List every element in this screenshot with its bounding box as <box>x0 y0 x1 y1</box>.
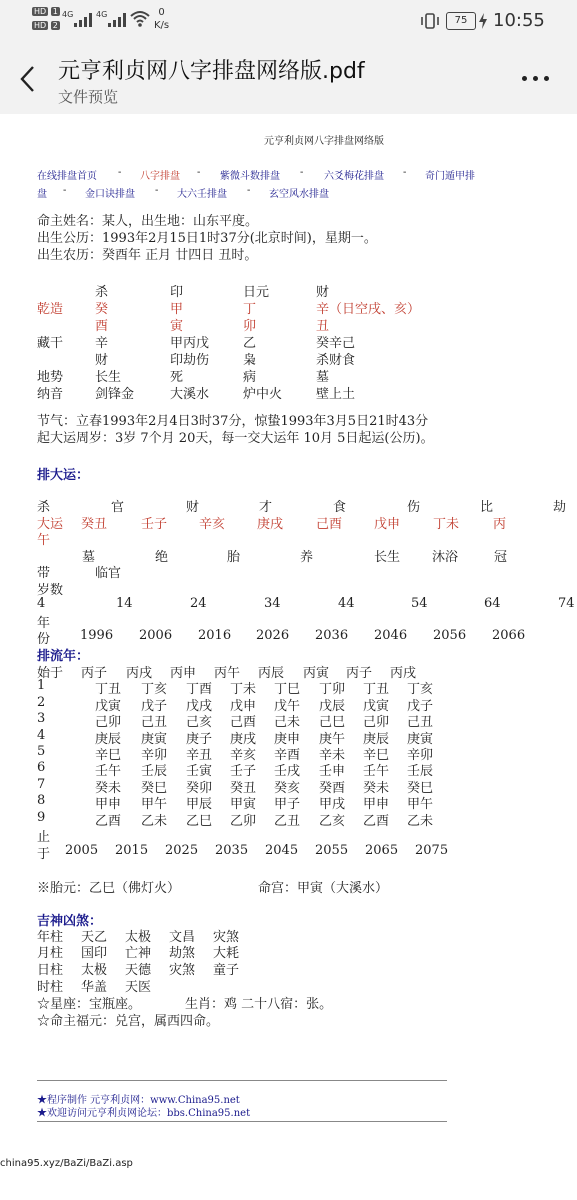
liunian-cell: 庚寅 <box>141 732 168 747</box>
liunian-start-cell: 丙戌 <box>126 666 153 681</box>
liunian-start-cell: 丙戌 <box>390 666 417 681</box>
liunian-cell: 戊寅 <box>363 699 390 714</box>
dayun-god: 杀 <box>37 500 51 515</box>
xingzuo: ☆星座：宝瓶座。 <box>37 997 142 1012</box>
pillar-cell: 剑锋金 <box>95 387 135 402</box>
shensha-item: 国印 <box>81 946 108 961</box>
liunian-cell: 庚戌 <box>230 732 257 747</box>
dayun-age: 14 <box>116 596 133 611</box>
pillar-cell: 死 <box>170 370 184 385</box>
shensha-item: 灾煞 <box>169 963 196 978</box>
liunian-cell: 乙巳 <box>186 814 213 829</box>
jieqi-block <box>37 413 434 447</box>
liunian-cell: 壬辰 <box>407 764 434 779</box>
liunian-cell: 辛巳 <box>95 748 122 763</box>
liunian-cell: 癸丑 <box>230 781 257 796</box>
dayun-god: 食 <box>333 500 347 515</box>
nav-link-liuyao[interactable]: 六爻梅花排盘 <box>324 171 384 182</box>
dayun-pillar: 戊申 <box>374 517 401 532</box>
battery-indicator <box>446 12 476 30</box>
liunian-cell: 辛卯 <box>141 748 168 763</box>
shensha-item: 劫煞 <box>169 946 196 961</box>
dayun-age: 74 <box>558 596 575 611</box>
liunian-start-label: 始于 <box>37 666 64 681</box>
pillars-table <box>37 281 537 401</box>
info-lunar: 出生农历：癸酉年 正月 廿四日 丑时。 <box>37 248 258 263</box>
liunian-cell: 己丑 <box>141 715 168 730</box>
liunian-cell: 乙酉 <box>95 814 122 829</box>
liunian-cell: 癸卯 <box>186 781 213 796</box>
shensha-label: 日柱 <box>37 963 64 978</box>
liunian-end-year: 2045 <box>265 843 299 858</box>
liunian-row-number: 8 <box>37 793 46 808</box>
dayun-stage: 胎 <box>227 550 241 565</box>
pillar-cell: 壁上土 <box>316 387 356 402</box>
liunian-start-cell: 丙子 <box>81 666 108 681</box>
liunian-end-year: 2075 <box>415 843 449 858</box>
liunian-cell: 庚寅 <box>407 732 434 747</box>
heavenly-stem: 癸 <box>95 302 109 317</box>
nav-separator: - <box>403 167 407 178</box>
shensha-item: 天德 <box>125 963 152 978</box>
liunian-cell: 丁亥 <box>141 682 168 697</box>
footer-divider <box>37 1121 447 1122</box>
age-label: 岁数 <box>37 583 64 598</box>
page-url: china95.xyz/BaZi/BaZi.asp <box>0 1158 133 1169</box>
earthly-branch: 酉 <box>95 319 109 334</box>
dayun-heading: 排大运： <box>37 468 90 483</box>
pillar-cell: 乙 <box>243 336 257 351</box>
dayun-god: 伤 <box>407 500 421 515</box>
pillar-cell: 炉中火 <box>243 387 283 402</box>
doc-title: 元亨利贞网八字排盘网络版 <box>264 136 384 147</box>
liunian-end-year: 2025 <box>165 843 199 858</box>
app-bar <box>0 44 577 114</box>
liunian-cell: 辛丑 <box>186 748 213 763</box>
row-label: 藏干 <box>37 336 64 351</box>
liunian-cell: 癸巳 <box>407 781 434 796</box>
year-word: 年 <box>37 616 51 631</box>
dayun-age: 34 <box>264 596 281 611</box>
sim1-number: 1 <box>52 7 58 16</box>
liunian-cell: 辛酉 <box>274 748 301 763</box>
liunian-cell: 辛亥 <box>230 748 257 763</box>
liunian-row-number: 2 <box>37 695 46 710</box>
shensha-label: 月柱 <box>37 946 64 961</box>
liunian-row-number: 1 <box>37 678 46 693</box>
dayun-age: 44 <box>338 596 355 611</box>
shensha-label: 时柱 <box>37 980 64 995</box>
dayun-god: 比 <box>480 500 494 515</box>
battery-level: 75 <box>454 15 468 26</box>
sim1-badge: HD <box>34 7 47 16</box>
nav-link-liuren[interactable]: 大六壬排盘 <box>177 189 227 200</box>
liunian-end-year: 2005 <box>65 843 99 858</box>
shensha-item: 亡神 <box>125 946 152 961</box>
pillar-cell: 大溪水 <box>170 387 210 402</box>
status-bar <box>0 0 577 44</box>
pillar-cell: 辛 <box>95 336 109 351</box>
liunian-row-number: 9 <box>37 810 46 825</box>
dayun-stage: 墓 <box>82 550 96 565</box>
pillar-cell: 杀财食 <box>316 353 356 368</box>
dayun-year: 2056 <box>433 628 467 643</box>
liunian-cell: 丁巳 <box>274 682 301 697</box>
footer-credits[interactable]: ★程序制作 元亨利贞网：www.China95.net <box>37 1095 240 1106</box>
dayun-year: 2006 <box>139 628 173 643</box>
liunian-cell: 己亥 <box>186 715 213 730</box>
liunian-end-label: 止 <box>37 830 51 845</box>
dayun-stage: 冠 <box>494 550 508 565</box>
signal-2-icon <box>107 12 127 28</box>
signal-1-icon <box>73 12 93 28</box>
info-name: 命主姓名：某人，出生地：山东平度。 <box>37 214 259 229</box>
network-1 <box>62 10 73 19</box>
liunian-cell: 乙丑 <box>274 814 301 829</box>
sim2-badge: HD <box>34 21 47 30</box>
dayun-age: 4 <box>37 596 46 611</box>
network-2-label: 4G <box>96 10 108 19</box>
dayun-pillar-wrap: 午 <box>37 533 51 548</box>
liunian-cell: 癸未 <box>95 781 122 796</box>
liunian-heading: 排流年： <box>37 649 90 664</box>
shensha-item: 文昌 <box>169 930 196 945</box>
liunian-cell: 乙卯 <box>230 814 257 829</box>
liunian-cell: 癸亥 <box>274 781 301 796</box>
dayun-year: 2026 <box>256 628 290 643</box>
liunian-cell: 辛未 <box>319 748 346 763</box>
earthly-branch: 丑 <box>316 319 330 334</box>
nav-separator: - <box>247 185 251 196</box>
dayun-god: 劫 <box>553 500 567 515</box>
dayun-year: 2036 <box>315 628 349 643</box>
liunian-start-cell: 丙子 <box>346 666 373 681</box>
liunian-cell: 戊戌 <box>186 699 213 714</box>
minggong: 命宫：甲寅（大溪水） <box>258 881 389 896</box>
pillar-header: 印 <box>170 285 184 300</box>
liunian-start-cell: 丙寅 <box>303 666 330 681</box>
shensha-item: 太极 <box>81 963 108 978</box>
pillar-cell: 墓 <box>316 370 330 385</box>
liunian-cell: 丁亥 <box>407 682 434 697</box>
dayun-stage: 绝 <box>155 550 169 565</box>
earthly-branch: 寅 <box>170 319 184 334</box>
file-title: 元亨利贞网八字排盘网络版.pdf <box>58 59 365 84</box>
footer-divider <box>37 1080 447 1081</box>
liunian-cell: 己卯 <box>95 715 122 730</box>
network-1-label: 4G <box>62 10 74 19</box>
liunian-end-year: 2055 <box>315 843 349 858</box>
shensha-item: 大耗 <box>213 946 240 961</box>
fen-label: 份 <box>37 632 51 647</box>
liunian-cell: 己丑 <box>407 715 434 730</box>
dayun-pillar: 壬子 <box>141 517 168 532</box>
liunian-row-number: 4 <box>37 728 46 743</box>
dayun-table <box>37 496 577 646</box>
liunian-start-cell: 丙午 <box>214 666 241 681</box>
dayun-label: 大运 <box>37 517 64 532</box>
dayun-year: 2066 <box>492 628 526 643</box>
nav-separator: - <box>155 185 159 196</box>
shensha-heading: 吉神凶煞： <box>37 914 103 929</box>
liunian-cell: 乙亥 <box>319 814 346 829</box>
liunian-start-cell: 丙辰 <box>258 666 285 681</box>
liunian-cell: 戊寅 <box>95 699 122 714</box>
network-2 <box>96 10 107 19</box>
shensha-item: 灾煞 <box>213 930 240 945</box>
liunian-row-number: 5 <box>37 744 46 759</box>
liunian-cell: 丁未 <box>230 682 257 697</box>
liunian-cell: 庚辰 <box>95 732 122 747</box>
dayun-pillar: 癸丑 <box>81 517 108 532</box>
liunian-cell: 戊辰 <box>319 699 346 714</box>
liunian-cell: 壬申 <box>319 764 346 779</box>
liunian-cell: 乙未 <box>141 814 168 829</box>
row-label: 纳音 <box>37 387 64 402</box>
nav-link-qimen-cont[interactable]: 盘 <box>37 189 47 200</box>
dayun-pillar: 丙 <box>493 517 507 532</box>
liunian-cell: 戊申 <box>230 699 257 714</box>
sim-badges <box>32 6 60 31</box>
nav-separator: - <box>300 167 304 178</box>
liunian-cell: 丁丑 <box>363 682 390 697</box>
dayun-age: 64 <box>484 596 501 611</box>
liunian-cell: 戊子 <box>141 699 168 714</box>
clock: 10:55 <box>493 10 545 31</box>
jieqi-line: 节气：立春1993年2月4日3时37分，惊蛰1993年3月5日21时43分 <box>37 414 429 429</box>
nav-separator: - <box>118 167 122 178</box>
qianzao-label: 乾造 <box>37 302 64 317</box>
pillar-header: 杀 <box>95 285 109 300</box>
pillar-header: 财 <box>316 285 330 300</box>
nav-link-xuankong[interactable]: 玄空风水排盘 <box>269 189 329 200</box>
liunian-cell: 庚子 <box>186 732 213 747</box>
dayun-age: 24 <box>190 596 207 611</box>
liunian-cell: 甲午 <box>407 797 434 812</box>
liunian-cell: 甲戌 <box>319 797 346 812</box>
wifi-icon <box>130 10 150 28</box>
liunian-end-year: 2035 <box>215 843 249 858</box>
shensha-item: 童子 <box>213 963 240 978</box>
earthly-branch: 卯 <box>243 319 257 334</box>
liunian-cell: 壬午 <box>363 764 390 779</box>
dayun-year: 2016 <box>198 628 232 643</box>
shensha-item: 太极 <box>125 930 152 945</box>
nav-link-ziwei[interactable]: 紫微斗数排盘 <box>220 171 280 182</box>
heavenly-stem: 甲 <box>170 302 184 317</box>
row-label: 地势 <box>37 370 64 385</box>
liunian-cell: 庚申 <box>274 732 301 747</box>
dayun-stage: 长生 <box>374 550 401 565</box>
liunian-start-cell: 丙申 <box>170 666 197 681</box>
dayun-stage-wrap: 临官 <box>95 566 122 581</box>
shensha-item: 天乙 <box>81 930 108 945</box>
dayun-pillar: 己酉 <box>316 517 343 532</box>
pillar-cell: 病 <box>243 370 257 385</box>
liunian-row-number: 3 <box>37 711 46 726</box>
fuyuan: ☆命主福元：兑宫，属西四命。 <box>37 1014 220 1029</box>
liunian-cell: 辛卯 <box>407 748 434 763</box>
shensha-item: 华盖 <box>81 980 108 995</box>
liunian-cell: 戊午 <box>274 699 301 714</box>
heavenly-stem: 丁 <box>243 302 257 317</box>
info-block <box>37 213 377 264</box>
liunian-cell: 己未 <box>274 715 301 730</box>
liunian-cell: 丁丑 <box>95 682 122 697</box>
liunian-cell: 乙酉 <box>363 814 390 829</box>
liunian-end-year: 2015 <box>115 843 149 858</box>
pillar-cell: 枭 <box>243 353 257 368</box>
liunian-cell: 癸未 <box>363 781 390 796</box>
liunian-cell: 壬辰 <box>141 764 168 779</box>
nav-separator: - <box>63 185 67 196</box>
more-options-icon[interactable] <box>522 74 552 84</box>
liunian-cell: 壬子 <box>230 764 257 779</box>
dayun-god: 才 <box>259 500 273 515</box>
dayun-pillar: 辛亥 <box>199 517 226 532</box>
liunian-cell: 癸酉 <box>319 781 346 796</box>
heavenly-stem: 辛（日空戌、亥） <box>316 302 421 317</box>
liunian-cell: 乙未 <box>407 814 434 829</box>
liunian-cell: 癸巳 <box>141 781 168 796</box>
dayun-stage-wrap: 带 <box>37 566 51 581</box>
taiyuan: ※胎元：乙巳（佛灯火） <box>37 881 181 896</box>
vibrate-icon <box>420 12 440 30</box>
liunian-cell: 甲子 <box>274 797 301 812</box>
liunian-cell: 甲寅 <box>230 797 257 812</box>
footer-forum[interactable]: ★欢迎访问元亨利贞网论坛：bbs.China95.net <box>37 1108 251 1119</box>
dayun-god: 官 <box>111 500 125 515</box>
liunian-cell: 己卯 <box>363 715 390 730</box>
liunian-cell: 甲午 <box>141 797 168 812</box>
dayun-age: 54 <box>411 596 428 611</box>
liunian-cell: 庚辰 <box>363 732 390 747</box>
liunian-cell: 己酉 <box>230 715 257 730</box>
liunian-cell: 壬午 <box>95 764 122 779</box>
back-arrow-icon[interactable] <box>16 64 40 94</box>
speed-value: 0 <box>158 7 165 18</box>
speed-unit: K/s <box>154 20 170 31</box>
dayun-pillar: 丁未 <box>433 517 460 532</box>
pillar-header: 日元 <box>243 285 270 300</box>
liunian-end-label: 于 <box>37 847 51 862</box>
liunian-cell: 甲辰 <box>186 797 213 812</box>
liunian-cell: 丁酉 <box>186 682 213 697</box>
dayun-pillar: 庚戌 <box>257 517 284 532</box>
dayun-stage: 养 <box>300 550 314 565</box>
qiyun-line: 起大运周岁：3岁 7个月 20天，每一交大运年 10月 5日起运(公历)。 <box>37 431 434 446</box>
pillar-cell: 长生 <box>95 370 122 385</box>
liunian-cell: 壬戌 <box>274 764 301 779</box>
liunian-cell: 甲申 <box>363 797 390 812</box>
liunian-cell: 丁卯 <box>319 682 346 697</box>
charging-icon <box>478 13 488 29</box>
dayun-stage: 沐浴 <box>432 550 459 565</box>
dayun-year: 1996 <box>80 628 114 643</box>
dayun-year: 2046 <box>374 628 408 643</box>
file-subtitle: 文件预览 <box>58 88 119 106</box>
nav-separator: - <box>197 167 201 178</box>
liunian-cell: 庚午 <box>319 732 346 747</box>
nav-link-home[interactable]: 在线排盘首页 <box>37 171 97 182</box>
liunian-cell: 辛巳 <box>363 748 390 763</box>
pillar-cell: 甲丙戊 <box>170 336 210 351</box>
liunian-table <box>37 662 557 862</box>
liunian-cell: 戊子 <box>407 699 434 714</box>
shensha-label: 年柱 <box>37 930 64 945</box>
nav-link-bazi[interactable]: 八字排盘 <box>140 171 180 182</box>
liunian-cell: 己巳 <box>319 715 346 730</box>
liunian-row-number: 6 <box>37 760 46 775</box>
shensha-table <box>37 926 337 996</box>
dayun-god: 财 <box>186 500 200 515</box>
sim2-number: 2 <box>52 21 58 30</box>
shengxiao: 生肖：鸡 二十八宿：张。 <box>185 997 333 1012</box>
pillar-cell: 癸辛己 <box>316 336 356 351</box>
liunian-row-number: 7 <box>37 777 46 792</box>
nav-link-jinkou[interactable]: 金口诀排盘 <box>85 189 135 200</box>
liunian-end-year: 2065 <box>365 843 399 858</box>
liunian-cell: 壬寅 <box>186 764 213 779</box>
pillar-cell: 财 <box>95 353 109 368</box>
liunian-cell: 甲申 <box>95 797 122 812</box>
network-speed <box>154 6 169 32</box>
pillar-cell: 印劫伤 <box>170 353 210 368</box>
info-solar: 出生公历：1993年2月15日1时37分(北京时间)，星期一。 <box>37 231 377 246</box>
nav-link-qimen[interactable]: 奇门遁甲排 <box>425 171 475 182</box>
shensha-item: 天医 <box>125 980 152 995</box>
